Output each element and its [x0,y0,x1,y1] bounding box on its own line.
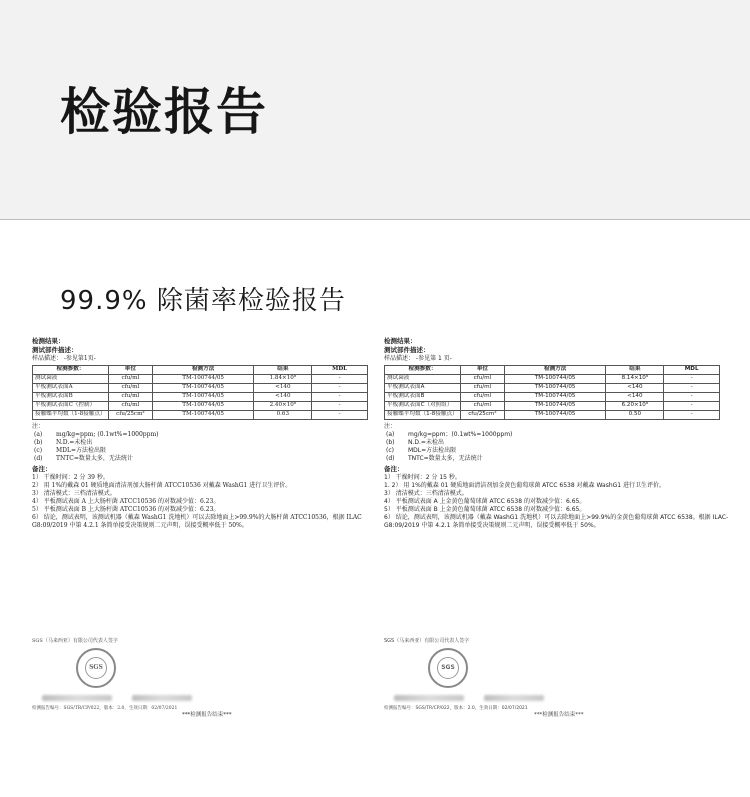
column-header: 检测参数： [33,365,109,374]
note-item: (c) MDL=方法检出限 [34,446,106,454]
remark-item: 5） 平板测试表面 B 上大肠杆菌 ATCC10536 的对数减少值：6.23。 [32,506,220,514]
table-cell: - [664,410,720,419]
table-cell: - [312,401,368,410]
remarks [32,465,392,530]
table-cell: cfu/ml [460,401,504,410]
report-footer: 检测报告编号：SGS/TR/CP/022，版本：2.0，生效日期：02/07/2021 [32,706,178,711]
table-cell: 平板测试表面C（对照组） [385,401,461,410]
signature-label: SGS（马来西亚）有限公司代表人签字 [32,638,118,644]
remarks-label: 备注： [384,465,404,474]
sample-desc: 样品描述： -参见第1页- [32,354,96,362]
note-item: (b) N.D.=未检出 [34,438,93,446]
table-cell: 1.84×10⁸ [254,374,312,383]
divider [0,219,750,220]
sample-desc: 样品描述： -参见第 1 页- [384,354,452,362]
table-cell: - [664,401,720,410]
sgs-stamp-icon: SGS [428,648,468,688]
notes [384,423,744,463]
table-cell: 6.20×10⁸ [606,401,664,410]
table-cell: <140 [254,383,312,392]
table-cell: 平板测试表面C（控制） [33,401,109,410]
table-cell: cfu/25cm² [460,410,504,419]
table-cell: 接触蝶平均数（1-8接触点） [33,410,109,419]
note-item: (d) TNTC=数量太多，无法统计 [34,455,133,462]
note-item: (a) mg/kg=ppm; (0.1wt%=1000ppm) [34,430,159,438]
note-item: (a) mg/kg=ppm；(0.1wt%=1000ppm) [386,430,513,438]
notes-label: 注： [384,422,397,430]
table-cell: - [312,410,368,419]
table-cell: 测试菌液 [33,374,109,383]
table-cell: TM-100744/05 [504,383,606,392]
table-cell: TM-100744/05 [504,401,606,410]
table-cell: - [664,392,720,401]
table-cell: 平板测试表面B [33,392,109,401]
column-header: MDL [664,365,720,374]
table-cell: 2.40×10⁸ [254,401,312,410]
remark-item: 3） 清洁模式：三档清洁模式。 [32,490,116,498]
column-header: 结果 [606,365,664,374]
table-cell: 平板测试表面B [385,392,461,401]
remark-item: 4） 平板测试表面 A 上大肠杆菌 ATCC10536 的对数减少值：6.23。 [32,498,220,506]
table-row [385,392,720,401]
table-cell: - [312,392,368,401]
table-cell: 0.63 [254,410,312,419]
remark-item: 2） 用 1%的戴森 01 硬质地面清洁剂加大肠杆菌 ATCC10536 对戴森 WashG1 进行卫生评价。 [32,481,292,489]
table-cell: TM-100744/05 [152,392,254,401]
table-cell: - [664,374,720,383]
remarks-label: 备注： [32,465,52,474]
table-cell: <140 [606,392,664,401]
result-table [32,365,368,420]
notes [32,423,392,463]
table-cell: 测试菌液 [385,374,461,383]
column-header: 检测方法 [152,365,254,374]
table-cell: <140 [254,392,312,401]
part-heading: 测试部件描述： [32,345,78,354]
table-cell: TM-100744/05 [504,374,606,383]
table-cell: cfu/ml [108,383,152,392]
remark-item: 1. 2） 用 1%的戴森 01 硬质地面清洁剂加金黄色葡萄球菌 ATCC 6538 对戴森 WashG1 进行卫生评价。 [384,481,665,489]
table-cell: 0.50 [606,410,664,419]
notes-label: 注： [32,422,45,430]
part-heading: 测试部件描述： [384,345,430,354]
redacted-signature [132,695,192,701]
redacted-signature [42,695,112,701]
report-end: ***检测报告结束*** [182,712,232,718]
table-cell: cfu/ml [108,374,152,383]
table-cell: TM-100744/05 [152,401,254,410]
table-cell: cfu/25cm² [108,410,152,419]
table-cell: - [312,383,368,392]
note-item: (c) MDL=方法检出限 [386,446,457,454]
table-cell: TM-100744/05 [504,410,606,419]
remarks [384,465,744,530]
report-scan-left [32,337,392,727]
remark-item: 4） 平板测试表面 A 上金黄色葡萄球菌 ATCC 6538 的对数减少值：6.65。 [384,498,586,506]
report-scan-right [384,337,744,727]
column-header: 结果 [254,365,312,374]
result-heading: 检测结果： [384,337,417,345]
redacted-signature [484,695,544,701]
report-footer: 检测报告编号：SGS/TR/CP/022，版本：2.0，生效日期：02/07/2021 [384,706,528,711]
remark-item: 1） 干燥时间：2 分 15 秒。 [384,473,461,481]
table-row [385,374,720,383]
remark-item: 6） 结论，测试表明，该测试机器（戴森 WashG1 洗地机）可以去除地面上>99.9%的大肠杆菌 ATCC10536，根据 ILAC G8:09/2019 中第 4.2.1 条简单接受决策规则二元声明，误接受概率低于 50%。 [32,514,362,530]
remark-item: 3） 清洁模式：三档清洁模式。 [384,490,468,498]
table-cell: - [312,374,368,383]
table-cell: cfu/ml [108,401,152,410]
table-cell: cfu/ml [460,374,504,383]
table-cell: <140 [606,383,664,392]
table-row [33,392,368,401]
table-cell: TM-100744/05 [504,392,606,401]
table-cell: cfu/ml [460,383,504,392]
table-row [33,410,368,419]
table-cell: 平板测试表面A [385,383,461,392]
table-cell: TM-100744/05 [152,383,254,392]
table-row [385,383,720,392]
column-header: 检测方法 [504,365,606,374]
table-row [385,401,720,410]
column-header: 单位 [108,365,152,374]
sgs-stamp-icon: SGS [76,648,116,688]
remark-item: 1） 干燥时间：2 分 39 秒。 [32,473,109,481]
table-row [33,374,368,383]
table-header [33,365,368,374]
redacted-signature [394,695,464,701]
column-header: MDL [312,365,368,374]
column-header: 检测参数： [385,365,461,374]
table-cell: cfu/ml [460,392,504,401]
remark-item: 5） 平板测试表面 B 上金黄色葡萄球菌 ATCC 6538 的对数减少值：6.65。 [384,506,586,514]
page-title: 检验报告 [60,83,268,141]
table-cell: 平板测试表面A [33,383,109,392]
note-item: (d) TNTC=数量太多，无法统计 [386,455,483,462]
table-row [385,410,720,419]
remark-item: 6） 结论，测试表明，该测试机器（戴森 WashG1 洗地机）可以去除地面上>99.9%的金黄色葡萄球菌 ATCC 6538。根据 ILAC-G8:09/2019 中第 4.2.1 条简单接受决策规则二元声明，误接受概率低于 50%。 [384,514,729,530]
section-subtitle: 99.9% 除菌率检验报告 [60,286,346,316]
result-heading: 检测结果： [32,337,65,345]
table-header [385,365,720,374]
table-cell: 接触蝶平均数（1-8接触点） [385,410,461,419]
table-row [33,401,368,410]
table-cell: 8.14×10⁸ [606,374,664,383]
table-cell: cfu/ml [108,392,152,401]
table-cell: TM-100744/05 [152,374,254,383]
column-header: 单位 [460,365,504,374]
result-table [384,365,720,420]
note-item: (b) N.D.=未检出 [386,438,444,446]
table-cell: - [664,383,720,392]
signature-label: SGS（马来西亚）有限公司代表人签字 [384,638,470,644]
report-end: ***检测报告结束*** [534,712,584,718]
table-row [33,383,368,392]
table-cell: TM-100744/05 [152,410,254,419]
